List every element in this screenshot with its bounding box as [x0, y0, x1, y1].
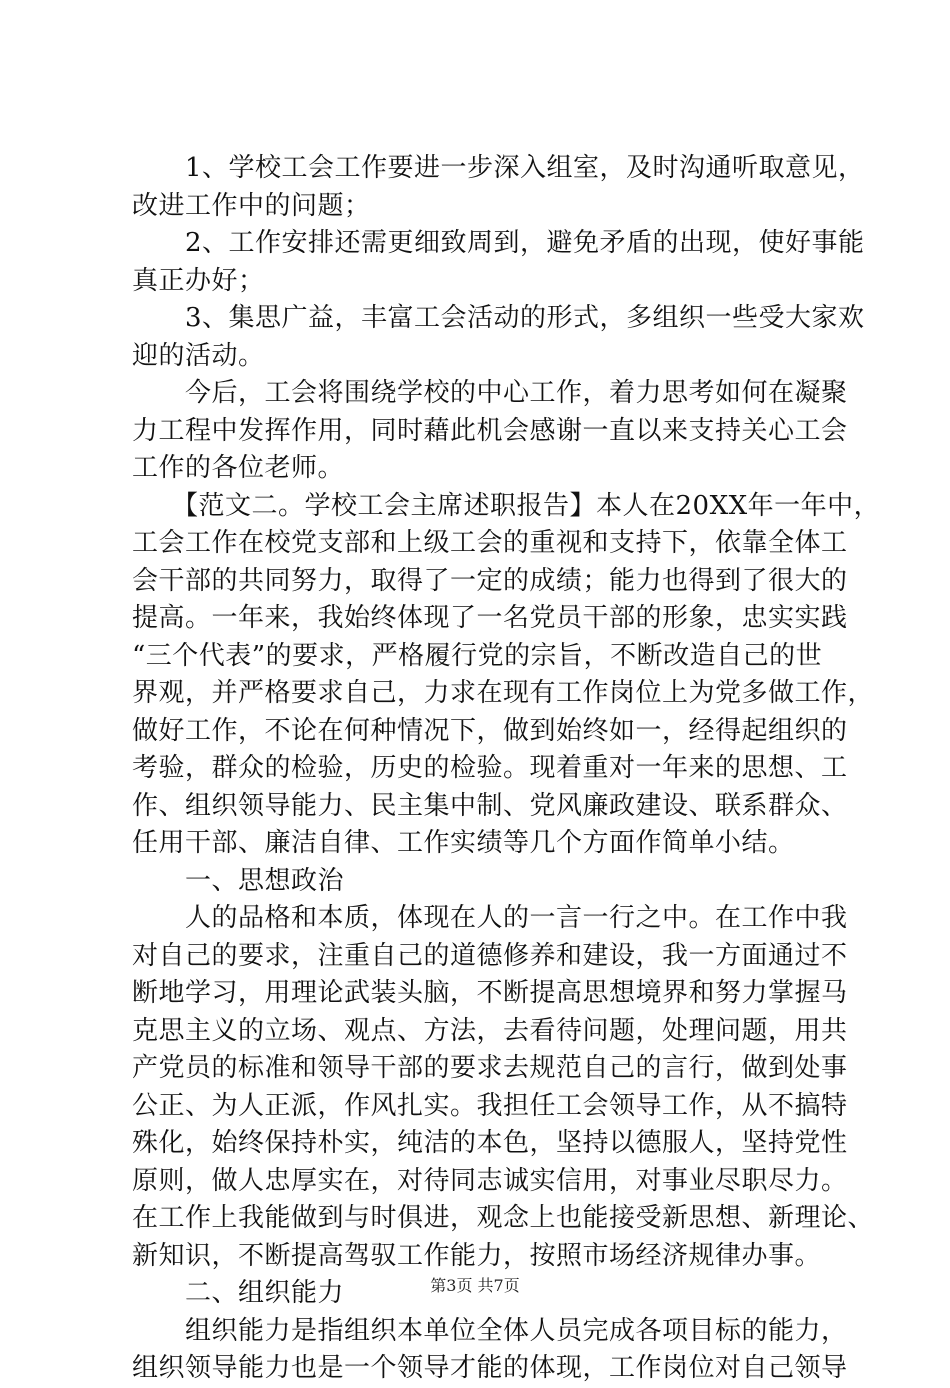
text-line: 提高。一年来，我始终体现了一名党员干部的形象，忠实实践	[132, 603, 848, 633]
text-line: 迎的活动。	[132, 340, 265, 371]
text-line: 产党员的标准和领导干部的要求去规范自己的言行，做到处事	[132, 1053, 848, 1083]
text-line: 考验，群众的检验，历史的检验。现着重对一年来的思想、工	[132, 753, 848, 783]
text-line: 在工作上我能做到与时俱进，观念上也能接受新思想、新理论、	[132, 1203, 875, 1233]
text-line: 【范文二。学校工会主席述职报告】本人在20XX年一年中，	[132, 490, 881, 521]
text-line: 今后，工会将围绕学校的中心工作，着力思考如何在凝聚	[132, 378, 848, 408]
text-line: 克思主义的立场、观点、方法，去看待问题，处理问题，用共	[132, 1015, 848, 1046]
section-heading: 二、组织能力	[132, 1278, 345, 1308]
text-line: 断地学习，用理论武装头脑，不断提高思想境界和努力掌握马	[132, 978, 848, 1008]
text-line: 原则，做人忠厚实在，对待同志诚实信用，对事业尽职尽力。	[132, 1165, 848, 1196]
text-line: 新知识，不断提高驾驭工作能力，按照市场经济规律办事。	[132, 1240, 822, 1271]
text-line: 1、学校工会工作要进一步深入组室，及时沟通听取意见，	[132, 153, 865, 183]
text-line: 组织能力是指组织本单位全体人员完成各项目标的能力，	[132, 1315, 848, 1346]
document-body	[132, 150, 881, 1388]
text-line: 人的品格和本质，体现在人的一言一行之中。在工作中我	[132, 903, 848, 933]
text-line: 3、集思广益，丰富工会活动的形式，多组织一些受大家欢	[132, 303, 865, 333]
text-line: 组织领导能力也是一个领导才能的体现，工作岗位对自己领导	[132, 1353, 848, 1383]
text-line: 任用干部、廉洁自律、工作实绩等几个方面作简单小结。	[132, 828, 795, 858]
text-line: 殊化，始终保持朴实，纯洁的本色，坚持以德服人，坚持党性	[132, 1128, 848, 1158]
text-line: “三个代表”的要求，严格履行党的宗旨，不断改造自己的世	[132, 640, 823, 671]
text-line: 公正、为人正派，作风扎实。我担任工会领导工作，从不搞特	[132, 1090, 848, 1121]
text-line: 会干部的共同努力，取得了一定的成绩；能力也得到了很大的	[132, 565, 848, 596]
text-line: 真正办好；	[132, 265, 265, 296]
text-line: 改进工作中的问题；	[132, 190, 371, 221]
text-line: 2、工作安排还需更细致周到，避免矛盾的出现，使好事能	[132, 228, 865, 258]
text-line: 界观，并严格要求自己，力求在现有工作岗位上为党多做工作，	[132, 678, 875, 708]
text-line: 对自己的要求，注重自己的道德修养和建设，我一方面通过不	[132, 940, 848, 971]
text-line: 作、组织领导能力、民主集中制、党风廉政建设、联系群众、	[132, 790, 848, 821]
text-line: 做好工作，不论在何种情况下，做到始终如一，经得起组织的	[132, 715, 848, 746]
section-heading: 一、思想政治	[132, 865, 345, 896]
text-line: 力工程中发挥作用，同时藉此机会感谢一直以来支持关心工会	[132, 415, 848, 446]
text-line: 工作的各位老师。	[132, 453, 345, 483]
page-number-footer: 第3页 共7页	[430, 1276, 520, 1295]
text-line: 工会工作在校党支部和上级工会的重视和支持下，依靠全体工	[132, 528, 848, 558]
